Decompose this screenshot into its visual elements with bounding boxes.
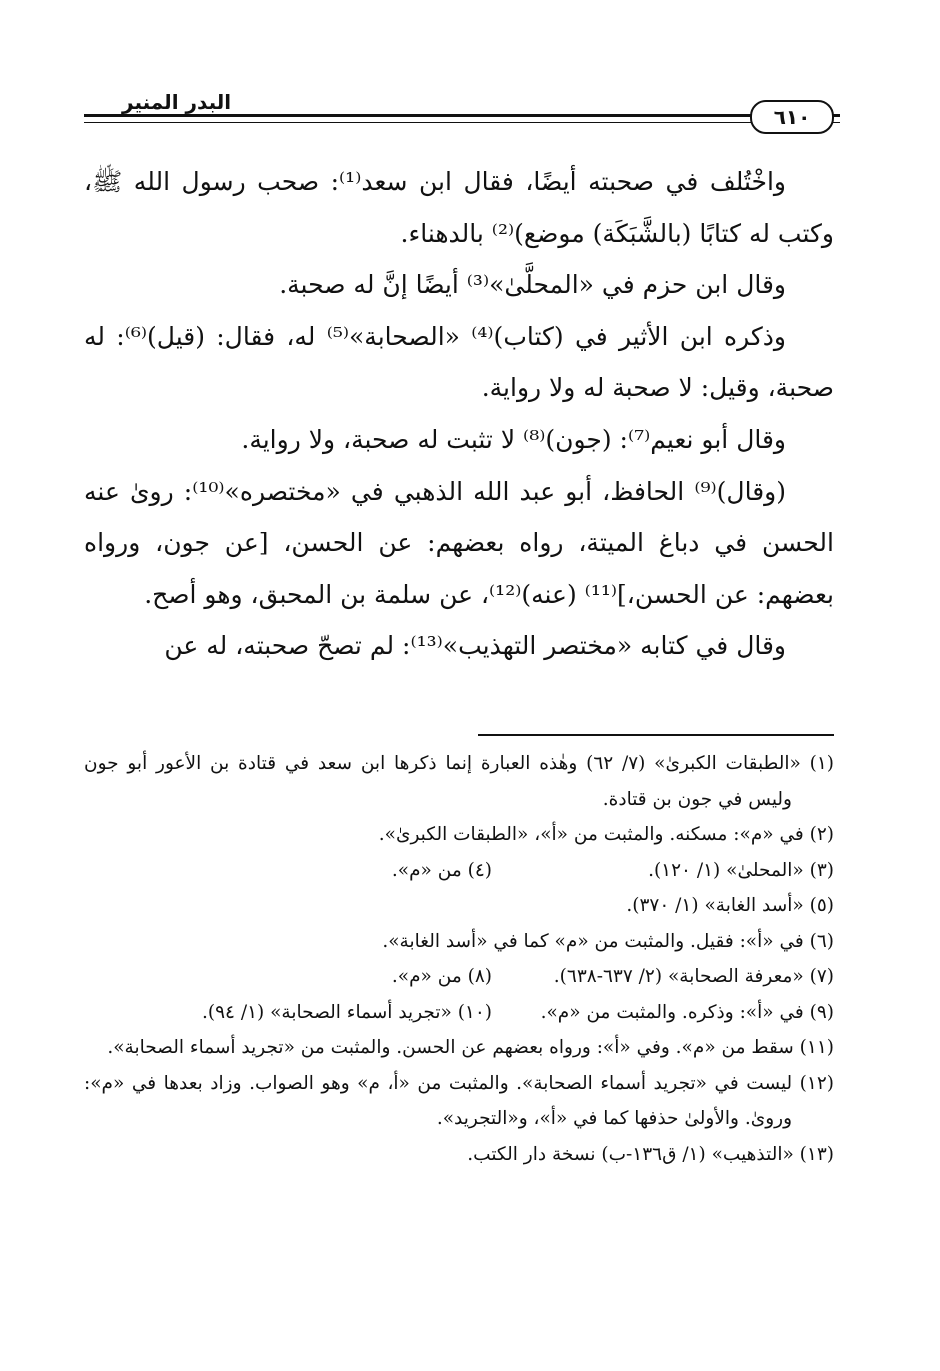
footnote-row-3-4	[84, 853, 834, 889]
footnote-10: (١٠) «تجريد أسماء الصحابة» (١/ ٩٤).	[201, 1001, 492, 1023]
footnote-13: (١٣) «التذهيب» (١/ ق١٣٦-ب) نسخة دار الكتب.	[467, 1143, 834, 1165]
footnote-9: (٩) في «أ»: وذكره. والمثبت من «م».	[540, 1001, 834, 1023]
paragraph: واخْتُلف في صحبته أيضًا، فقال ابن سعد⁽¹⁾: صحب رسول الله ﷺ، وكتب له كتابًا (بالشَّبَكَة) موضع)⁽²⁾ بالدهناء.	[84, 167, 834, 248]
paragraph: وقال ابن حزم في «المحلَّىٰ»⁽³⁾ أيضًا إنَّ له صحبة.	[279, 270, 786, 300]
footnote-row-7-8	[84, 959, 834, 995]
footnote-4: (٤) من «م».	[391, 859, 492, 881]
footnote-6: (٦) في «أ»: فقيل. والمثبت من «م» كما في «أسد الغابة».	[382, 930, 834, 952]
footnote-7: (٧) «معرفة الصحابة» (٢/ ٦٣٧-٦٣٨).	[553, 966, 834, 987]
paragraph: وقال أبو نعيم⁽⁷⁾: (جون)⁽⁸⁾ لا تثبت له صحبة، ولا رواية.	[241, 424, 786, 454]
footnote-5: (٥) «أسد الغابة» (١/ ٣٧٠).	[626, 895, 834, 916]
footnote-separator	[478, 734, 834, 736]
paragraph: وقال في كتابه «مختصر التهذيب»⁽¹³⁾: لم تصحّ صحبته، له عن	[164, 631, 786, 661]
footnote-11: (١١) سقط من «م». وفي «أ»: ورواه بعضهم عن الحسن. والمثبت من «تجريد أسماء الصحابة».	[107, 1037, 834, 1058]
paragraph: (وقال)⁽⁹⁾ الحافظ، أبو عبد الله الذهبي في «مختصره»⁽¹⁰⁾: روىٰ عنه الحسن في دباغ الميتة، رواه بعضهم: عن الحسن، [عن جون، ورواه بعضهم: عن الحسن،]⁽¹¹⁾ (عنه)⁽¹²⁾، عن سلمة بن المحبق، وهو أصح.	[84, 476, 834, 609]
paragraph: وذكره ابن الأثير في (كتاب)⁽⁴⁾ «الصحابة»⁽⁵⁾ له، فقال: (قيل)⁽⁶⁾: له صحبة، وقيل: لا صحبة له ولا رواية.	[84, 321, 834, 403]
page-header	[84, 92, 840, 136]
footnote-2: (٢) في «م»: مسكنه. والمثبت من «أ»، «الطبقات الكبرىٰ».	[378, 824, 834, 845]
footnote-row-9-10	[84, 995, 834, 1031]
header-rule-thick	[84, 114, 840, 117]
footnote-8: (٨) من «م».	[391, 966, 492, 987]
footnotes	[84, 746, 834, 1172]
footnote-3: (٣) «المحلىٰ» (١/ ١٢٠).	[648, 859, 834, 881]
footnote-1: (١) «الطبقات الكبرىٰ» (٧/ ٦٢) وهٰذه العبارة إنما ذكرها ابن سعد في قتادة بن الأعور أبو جون وليس في جون بن قتادة.	[84, 753, 834, 810]
page-number: ٦١٠	[750, 100, 834, 134]
running-title: البدر المنير	[114, 90, 239, 114]
main-text	[84, 156, 834, 672]
footnote-12: (١٢) ليست في «تجريد أسماء الصحابة». والمثبت من «أ، م» وهو الصواب. وزاد بعدها في «م»: وروىٰ. والأولىٰ حذفها كما في «أ»، و«التجريد».	[84, 1072, 834, 1129]
header-rule-thin	[84, 122, 840, 123]
